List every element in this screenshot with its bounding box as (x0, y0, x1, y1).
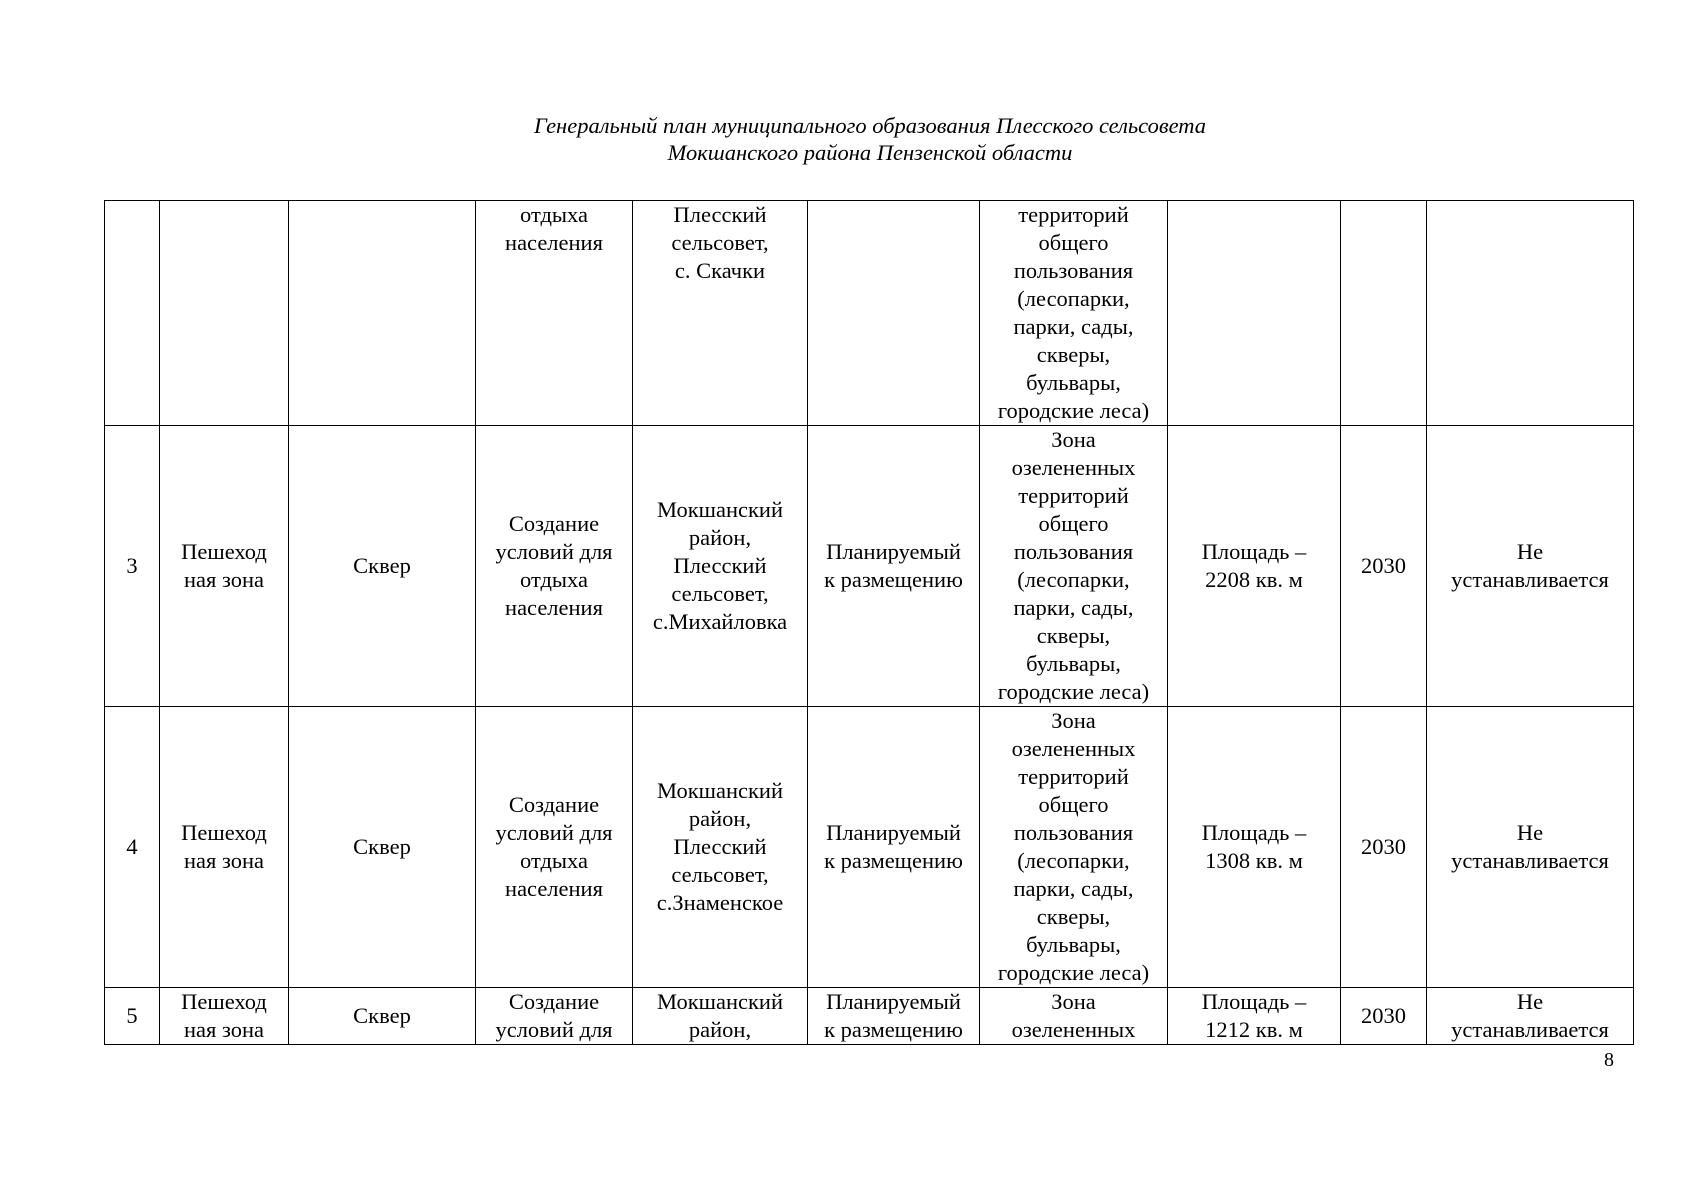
table-row (105, 988, 1634, 1045)
cell-object: Сквер (289, 988, 476, 1045)
document-header-line-1: Генеральный план муниципального образования Плесского сельсовета (533, 113, 1207, 138)
cell-object (289, 201, 476, 426)
cell-functional-zone: Зона озелененных территорий общего пользования (лесопарки, парки, сады, скверы, бульвары, городские леса) (980, 426, 1168, 707)
cell-zone: Пешеход ная зона (160, 707, 289, 988)
cell-restriction: Не устанавливается (1427, 988, 1634, 1045)
table-row-continuation (105, 201, 1634, 426)
cell-characteristic (1168, 201, 1341, 426)
cell-object: Сквер (289, 707, 476, 988)
document-header (0, 112, 1698, 166)
cell-functional-zone: территорий общего пользования (лесопарки, парки, сады, скверы, бульвары, городские леса) (980, 201, 1168, 426)
cell-characteristic: Площадь – 1308 кв. м (1168, 707, 1341, 988)
cell-number (105, 201, 160, 426)
cell-characteristic: Площадь – 2208 кв. м (1168, 426, 1341, 707)
cell-functional-zone: Зона озелененных территорий общего пользования (лесопарки, парки, сады, скверы, бульвары, городские леса) (980, 707, 1168, 988)
cell-restriction: Не устанавливается (1427, 707, 1634, 988)
cell-status: Планируемый к размещению (808, 988, 980, 1045)
page-number: 8 (1604, 1049, 1614, 1071)
cell-zone: Пешеход ная зона (160, 426, 289, 707)
cell-purpose: Создание условий для отдыха населения (476, 707, 633, 988)
cell-restriction (1427, 201, 1634, 426)
cell-year: 2030 (1341, 426, 1427, 707)
table-row (105, 426, 1634, 707)
cell-year: 2030 (1341, 988, 1427, 1045)
cell-year: 2030 (1341, 707, 1427, 988)
cell-purpose: Создание условий для (476, 988, 633, 1045)
cell-characteristic: Площадь – 1212 кв. м (1168, 988, 1341, 1045)
cell-number: 4 (105, 707, 160, 988)
cell-zone (160, 201, 289, 426)
cell-zone: Пешеход ная зона (160, 988, 289, 1045)
cell-number: 5 (105, 988, 160, 1045)
cell-object: Сквер (289, 426, 476, 707)
cell-status: Планируемый к размещению (808, 426, 980, 707)
cell-purpose: отдыха населения (476, 201, 633, 426)
cell-location: Мокшанский район, Плесский сельсовет, с.Знаменское (633, 707, 808, 988)
cell-location: Мокшанский район, (633, 988, 808, 1045)
cell-status (808, 201, 980, 426)
cell-restriction: Не устанавливается (1427, 426, 1634, 707)
cell-functional-zone: Зона озелененных (980, 988, 1168, 1045)
cell-year (1341, 201, 1427, 426)
cell-location: Мокшанский район, Плесский сельсовет, с.Михайловка (633, 426, 808, 707)
cell-number: 3 (105, 426, 160, 707)
table-row (105, 707, 1634, 988)
cell-status: Планируемый к размещению (808, 707, 980, 988)
facilities-table (104, 200, 1634, 1045)
cell-location: Плесский сельсовет, с. Скачки (633, 201, 808, 426)
document-header-line-2: Мокшанского района Пензенской области (667, 140, 1073, 165)
cell-purpose: Создание условий для отдыха населения (476, 426, 633, 707)
